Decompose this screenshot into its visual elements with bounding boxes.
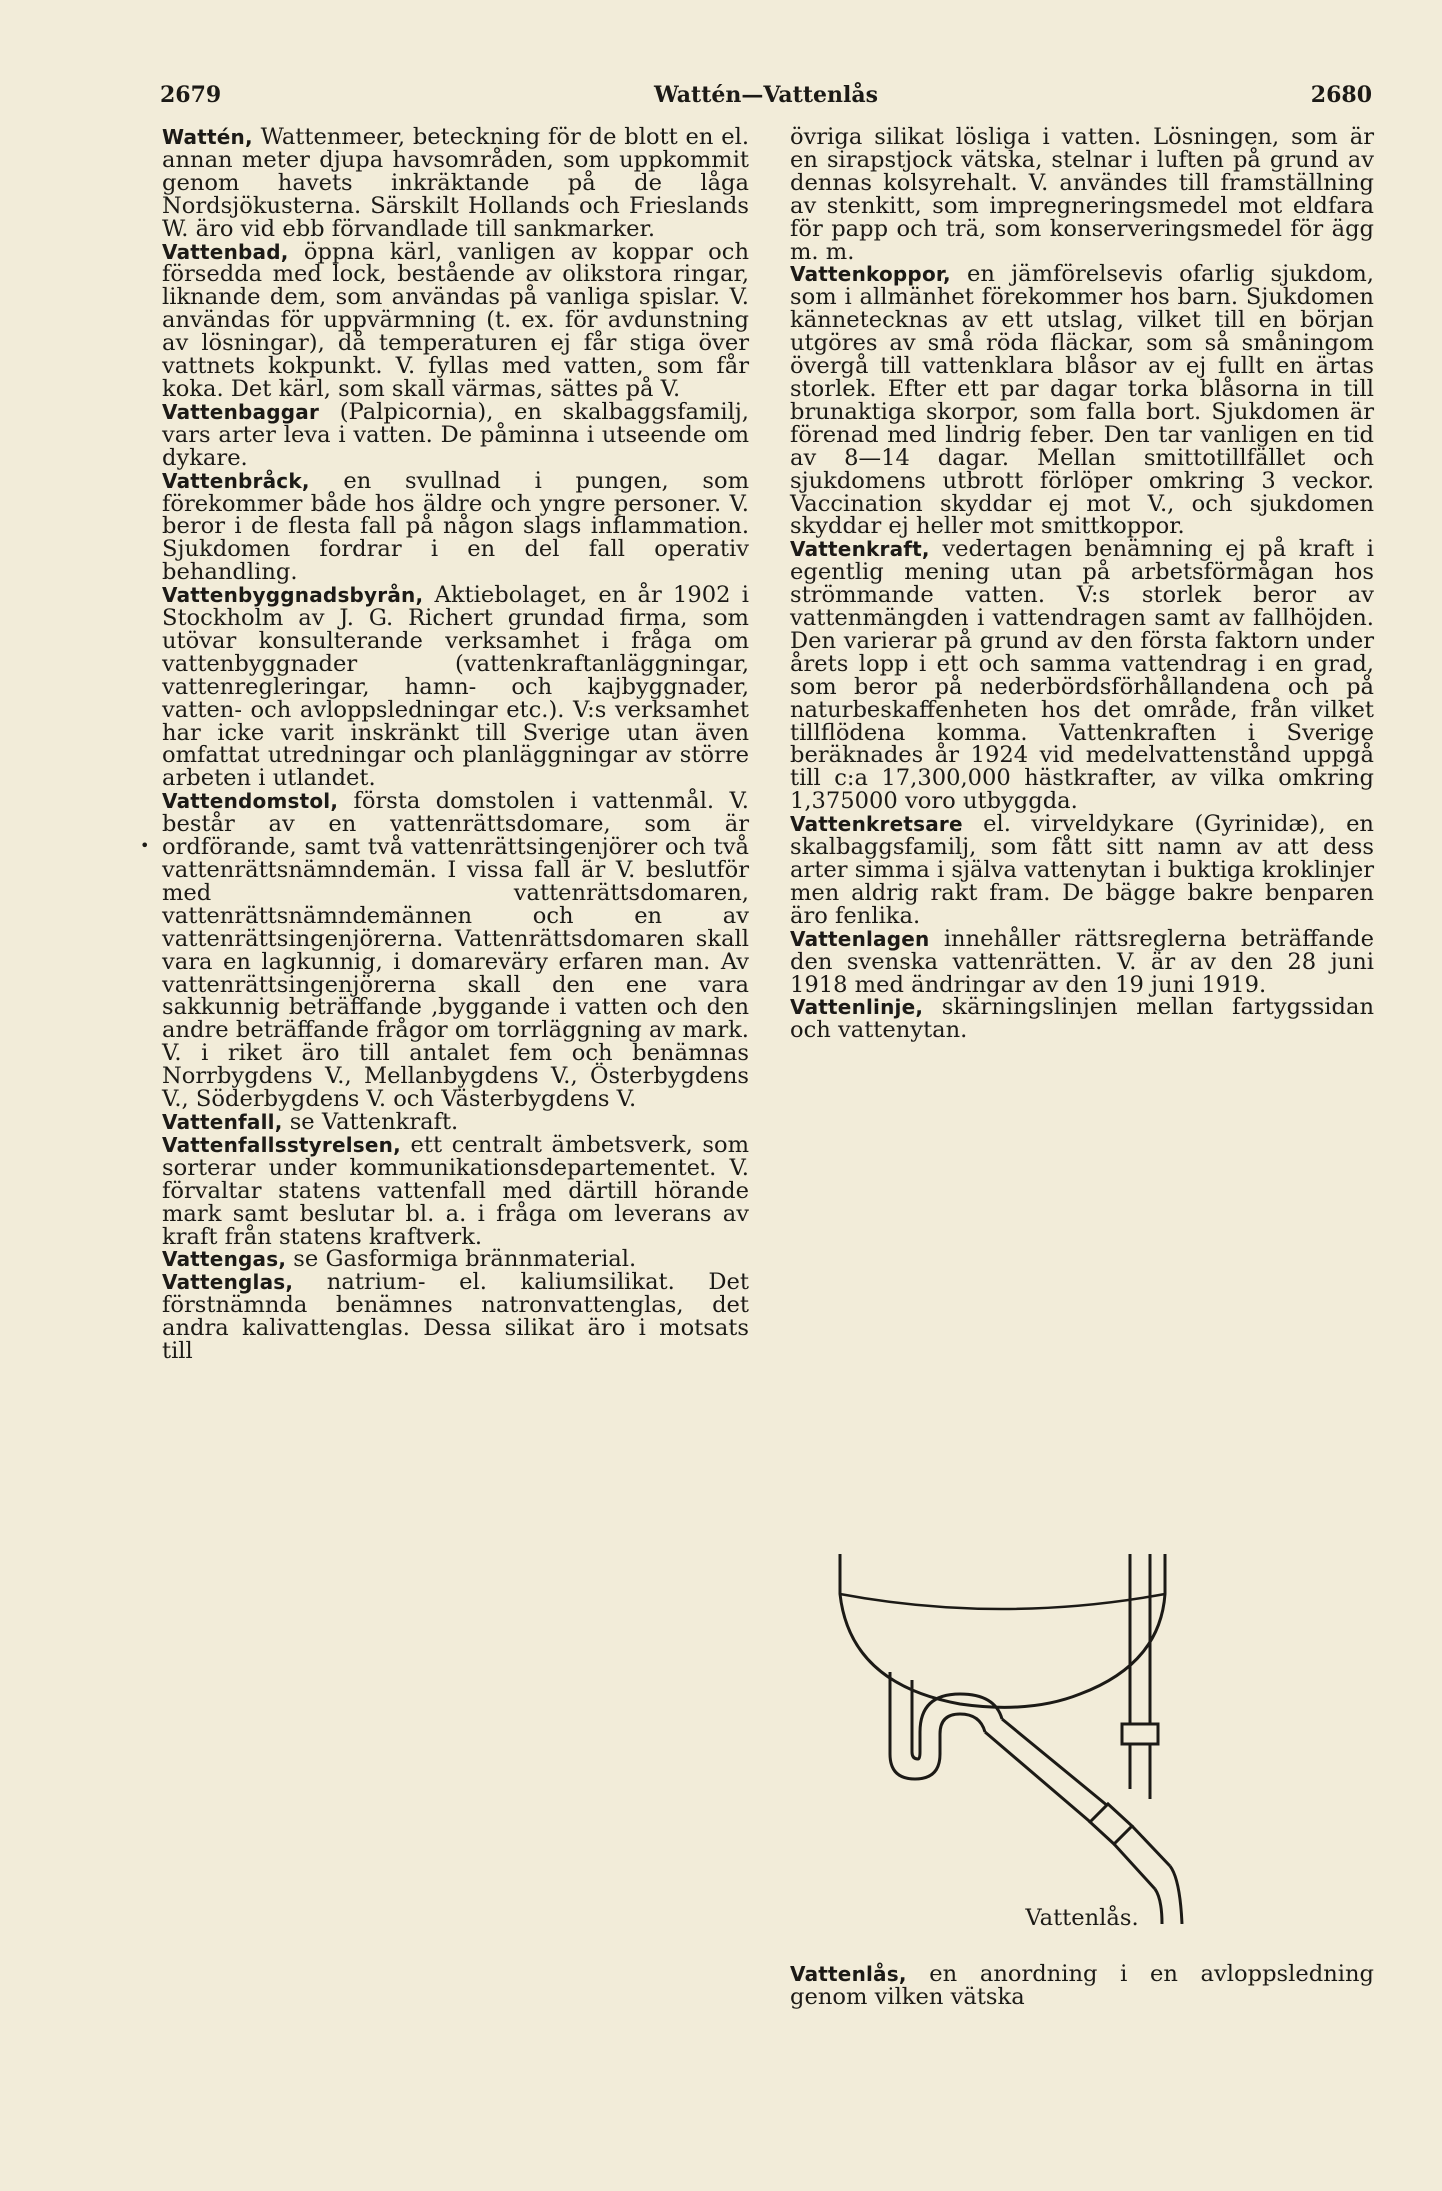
dictionary-entry: [162, 238, 749, 402]
dictionary-entry: [162, 1131, 749, 1250]
headword: Vattenlås,: [790, 1962, 907, 1986]
headword: Vattenfall,: [162, 1109, 283, 1134]
page-header: [160, 82, 1372, 122]
dictionary-entry: [790, 538, 1374, 813]
entry-text: skärningslinjen mellan fartygssidan och vattenytan.: [790, 994, 1374, 1044]
entry-text: en svullnad i pungen, som förekommer både hos äldre och yngre personer. V. beror i de flesta fall på någon slags inflammation. Sjukdomen fordrar i en del fall operativ behandling.: [162, 467, 749, 586]
headword: Vattenbaggar: [162, 399, 320, 424]
headword: Vattenbråck,: [162, 468, 310, 493]
headword: Vattenkretsare: [790, 812, 963, 837]
entry-text: se Vattenkraft.: [282, 1108, 459, 1135]
page-number-right: 2680: [1310, 82, 1372, 108]
dictionary-entry: [790, 813, 1374, 928]
headword: Vattenbad,: [162, 239, 289, 264]
dictionary-entry: [162, 1108, 749, 1135]
entry-text: första domstolen i vattenmål. V. består av en vattenrättsdomare, som är ordförande, samt två vattenrättsingenjörer och två vattenrättsnämndemän. I vissa fall är V. beslutför med vattenrättsdomaren, vattenrättsnämndemännen och en av vattenrättsingenjörerna. Vattenrättsdomaren skall vara en lagkunnig, i domareväry erfaren man. Av vattenrättsingenjörerna skall den ene vara sakkunnig beträffande ‚byggande i vatten och den andre beträffande frågor om torrläggning av mark. V. i riket äro till antalet fem och benämnas Norrbygdens V., Mellanbygdens V., Österbygdens V., Söderbygdens V. och Västerbygdens V.: [162, 788, 749, 1113]
entry-text: innehåller rättsreglerna beträffande den svenska vattenrätten. V. är av den 28 juni 1918 med ändringar av den 19 juni 1919.: [790, 925, 1374, 998]
entry-text: en jämförelsevis ofarlig sjukdom, som i allmänhet förekommer hos barn. Sjukdomen kännetecknas av ett utslag, vilket till en början utgöres av små röda fläckar, som så småningom övergå till vattenklara blåsor av ej fullt en ärtas storlek. Efter ett par dagar torka blåsorna in till brunaktiga skorpor, som falla bort. Sjukdomen är förenad med lindrig feber. Den tar vanligen en tid av 8—14 dagar. Mellan smittotillfället och sjukdomens utbrott förlöper omkring 3 veckor. Vaccination skyddar ej mot V., och sjukdomen skyddar ej heller mot smittkoppor.: [790, 261, 1374, 540]
entry-text: vedertagen benämning ej på kraft i egentlig mening utan på arbetsförmågan hos strömmande vatten. V:s storlek beror av vattenmängden i vattendragen samt av fallhöjden. Den varierar på grund av den första faktorn under årets lopp i ett och samma vattendrag i en grad, som beror på nederbördsförhållandena och på naturbeskaffenheten hos det område, från vilket tillflödena komma. Vattenkraften i Sverige beräknades år 1924 vid medelvattenstånd uppgå till c:a 17,300,000 hästkrafter, av vilka omkring 1,375000 voro utbyggda.: [790, 536, 1374, 815]
dictionary-entry: [162, 398, 749, 471]
headword: Vattenlagen: [790, 926, 930, 951]
dictionary-entry: [162, 790, 749, 1111]
dictionary-entry: [162, 1271, 749, 1363]
entry-text: öppna kärl, vanligen av koppar och försedda med lock, bestående av olikstora ringar, liknande dem, som användas på vanliga spislar. V. användas för uppvärmning (t. ex. för avdunstning av lösningar), då temperaturen ej får stiga över vattnets kokpunkt. V. fyllas med vatten, som får koka. Det kärl, som skall värmas, sättes på V.: [162, 238, 749, 402]
figure-caption: Vattenlås.: [1025, 1905, 1139, 1931]
entry-text: se Gasformiga brännmaterial.: [286, 1246, 637, 1273]
headword: Vattenkraft,: [790, 537, 930, 562]
headword: Vattenlinje,: [790, 995, 924, 1020]
running-title: Wattén—Vattenlås: [654, 82, 878, 108]
dictionary-entry: [790, 996, 1374, 1042]
dictionary-entry: [790, 263, 1374, 538]
headword: Vattenkoppor,: [790, 262, 951, 287]
entry-text: ett centralt ämbetsverk, som sorterar under kommunikationsdepartementet. V. förvaltar statens vattenfall med därtill hörande mark samt beslutar bl. a. i fråga om leverans av kraft från statens kraftverk.: [162, 1131, 749, 1250]
entry-text: natrium- el. kaliumsilikat. Det förstnämnda benämnes natronvattenglas, det andra kalivattenglas. Dessa silikat äro i motsats till: [162, 1269, 749, 1365]
headword: Wattén,: [162, 125, 253, 149]
dictionary-entry: [790, 925, 1374, 998]
entry-text: Wattenmeer, beteckning för de blott en el. annan meter djupa havsområden, som uppkommit genom havets inkräktande på de låga Nordsjökusterna. Särskilt Hollands och Frieslands W. äro vid ebb förvandlade till sankmarker.: [162, 124, 749, 242]
dictionary-entry: [162, 467, 749, 586]
entry-text: Aktiebolaget, en år 1902 i Stockholm av J. G. Richert grundad firma, som utövar konsulterande verksamhet i fråga om vattenbyggnader (vattenkraftanläggningar, vattenregleringar, hamn- och kajbyggnader, vatten- och avloppsledningar etc.). V:s verksamhet har icke varit inskränkt till Sverige utan även omfattat utredningar och planläggningar av större arbeten i utlandet.: [162, 582, 749, 792]
headword: Vattenglas,: [162, 1270, 294, 1295]
entry-vattenlas: [790, 1963, 1374, 2009]
dictionary-entry: [790, 126, 1374, 263]
entry-text: övriga silikat lösliga i vatten. Lösningen, som är en sirapstjock vätska, stelnar i luften på grund av dennas kolsyrehalt. V. användes till framställning av stenkitt, som impregneringsmedel mot eldfara för papp och trä, som konserveringsmedel för ägg m. m.: [790, 124, 1374, 265]
entry-text: (Palpicornia), en skalbaggsfamilj, vars arter leva i vatten. De påminna i utseende om dykare.: [162, 398, 749, 471]
page-number-left: 2679: [160, 82, 222, 108]
headword: Vattendomstol,: [162, 789, 339, 814]
dictionary-entry: [162, 126, 749, 241]
left-column: [162, 126, 749, 1363]
headword: Vattenfallsstyrelsen,: [162, 1132, 401, 1157]
margin-mark: •: [140, 836, 150, 855]
entry-text: en anordning i en avloppsledning genom vilken vätska: [790, 1961, 1374, 2010]
vattenlas-illustration: [820, 1554, 1340, 1924]
headword: Vattenbyggnadsbyrån,: [162, 583, 424, 608]
dictionary-entry: [162, 584, 749, 790]
headword: Vattengas,: [162, 1247, 287, 1272]
entry-text: el. virveldykare (Gyrinidæ), en skalbaggsfamilj, som fått sitt namn av att dess arter simma i själva vattenytan i buktiga kroklinjer men aldrig rakt fram. De bägge bakre benparen äro fenlika.: [790, 811, 1375, 929]
right-column: [790, 126, 1374, 1042]
dictionary-entry: [162, 1248, 749, 1271]
